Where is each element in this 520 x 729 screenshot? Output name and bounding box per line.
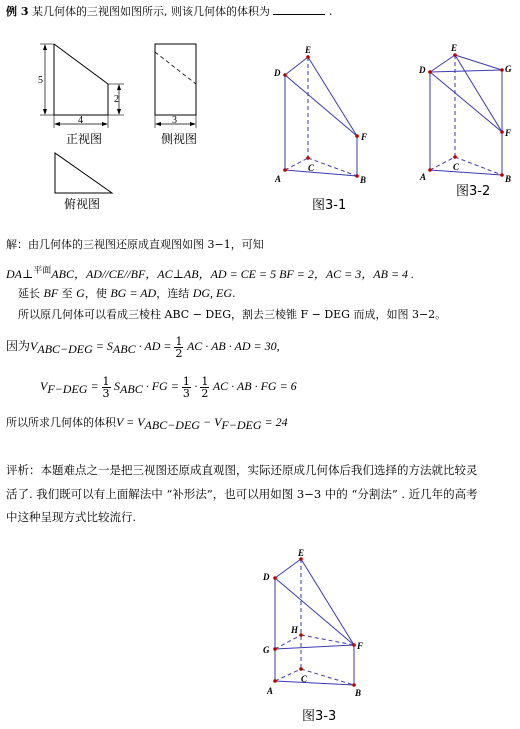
top-view-caption: 俯视图 xyxy=(64,197,101,211)
fig32-label-C: C xyxy=(453,162,460,172)
solution-line-5: 因为$V_{ABC-DEG} = S_{ABC}$ · AD = $\frac{1}{2}$ AC · AB · AD = 30, xyxy=(6,334,280,360)
fig31-label-E: E xyxy=(305,45,312,55)
problem-statement: 例 3 某几何体的三视图如图所示, 则该几何体的体积为 . xyxy=(6,5,333,18)
side-view-caption: 侧视图 xyxy=(161,132,198,146)
dim-4-label: 4 xyxy=(78,115,83,126)
figure-3-3 xyxy=(255,545,385,705)
solution-line-7: 所以所求几何体的体积$V = V_{ABC-DEG} - V_{F-DEG} = 24$ xyxy=(6,415,288,433)
fig33-label-E: E xyxy=(298,548,305,558)
figure-3-1-caption: 图3-1 xyxy=(312,198,347,213)
front-view-caption: 正视图 xyxy=(66,132,103,146)
top-view xyxy=(55,153,112,193)
fig31-label-F: F xyxy=(361,132,368,142)
dim-2-label: 2 xyxy=(114,94,119,105)
fig33-label-A: A xyxy=(267,686,274,696)
fig33-label-D: D xyxy=(263,572,270,582)
fraction-one-half-b: $\frac{1}{2}$ xyxy=(201,374,209,400)
fig32-label-B: B xyxy=(505,174,512,184)
dim-5-label: 5 xyxy=(38,75,43,86)
comment-line-3: 中这种呈现方式比较流行. xyxy=(6,510,137,524)
solution-line-2: DA⊥$^{平面}$ABC，AD//CE//BF，AC⊥AB，AD = CE = 5 BF = 2，AC = 3，AB = 4 . xyxy=(6,265,415,281)
fig33-label-H: H xyxy=(291,625,299,635)
figure-3-1 xyxy=(265,40,385,200)
solution-line-3: 延长 BF 至 G，使 BG = AD，连结 DG, EG. xyxy=(18,286,236,300)
figure-3-2-caption: 图3-2 xyxy=(456,184,491,199)
figure-3-3-caption: 图3-3 xyxy=(302,709,337,724)
fig32-label-G: G xyxy=(505,64,512,74)
fig31-label-B: B xyxy=(360,175,367,185)
comment-line-1: 评析：本题难点之一是把三视图还原成直观图，实际还原成几何体后我们选择的方法就比较灵 xyxy=(6,463,478,477)
fraction-one-third-a: $\frac{1}{3}$ xyxy=(102,374,110,400)
three-view-drawing xyxy=(0,20,260,215)
fig32-label-E: E xyxy=(451,43,458,53)
fraction-one-third-b: $\frac{1}{3}$ xyxy=(182,374,190,400)
problem-label: 例 3 xyxy=(6,5,29,18)
fig33-label-F: F xyxy=(357,641,364,651)
figure-3-2 xyxy=(410,40,520,190)
fig33-label-G: G xyxy=(263,645,270,655)
dim-3-label: 3 xyxy=(172,115,177,126)
solution-line-1: 解：由几何体的三视图还原成直观图如图 3−1，可知 xyxy=(6,238,264,251)
fig32-label-A: A xyxy=(420,172,427,182)
solution-line-6: $V_{F-DEG}$ = $\frac{1}{3}$ $S_{ABC}$ · FG = $\frac{1}{3}$ · $\frac{1}{2}$ AC · AB · FG = 6 xyxy=(40,374,297,400)
fig31-label-A: A xyxy=(275,174,282,184)
fig31-label-C: C xyxy=(308,163,315,173)
fraction-one-half: $\frac{1}{2}$ xyxy=(175,334,183,360)
fig31-label-D: D xyxy=(274,68,281,78)
fig33-label-C: C xyxy=(301,674,308,684)
fig32-label-D: D xyxy=(419,65,426,75)
fig33-label-B: B xyxy=(355,688,362,698)
fig32-label-F: F xyxy=(505,128,512,138)
solution-line-4: 所以原几何体可以看成三棱柱 ABC − DEG，割去三棱锥 F − DEG 而成，如图 3−2。 xyxy=(18,308,447,321)
problem-text: 某几何体的三视图如图所示, 则该几何体的体积为 xyxy=(31,5,270,18)
comment-line-2: 活了. 我们既可以有上面解法中 “补形法”，也可以用如图 3−3 中的 “分割法” . 近几年的高考 xyxy=(6,487,478,501)
answer-blank xyxy=(273,4,325,15)
